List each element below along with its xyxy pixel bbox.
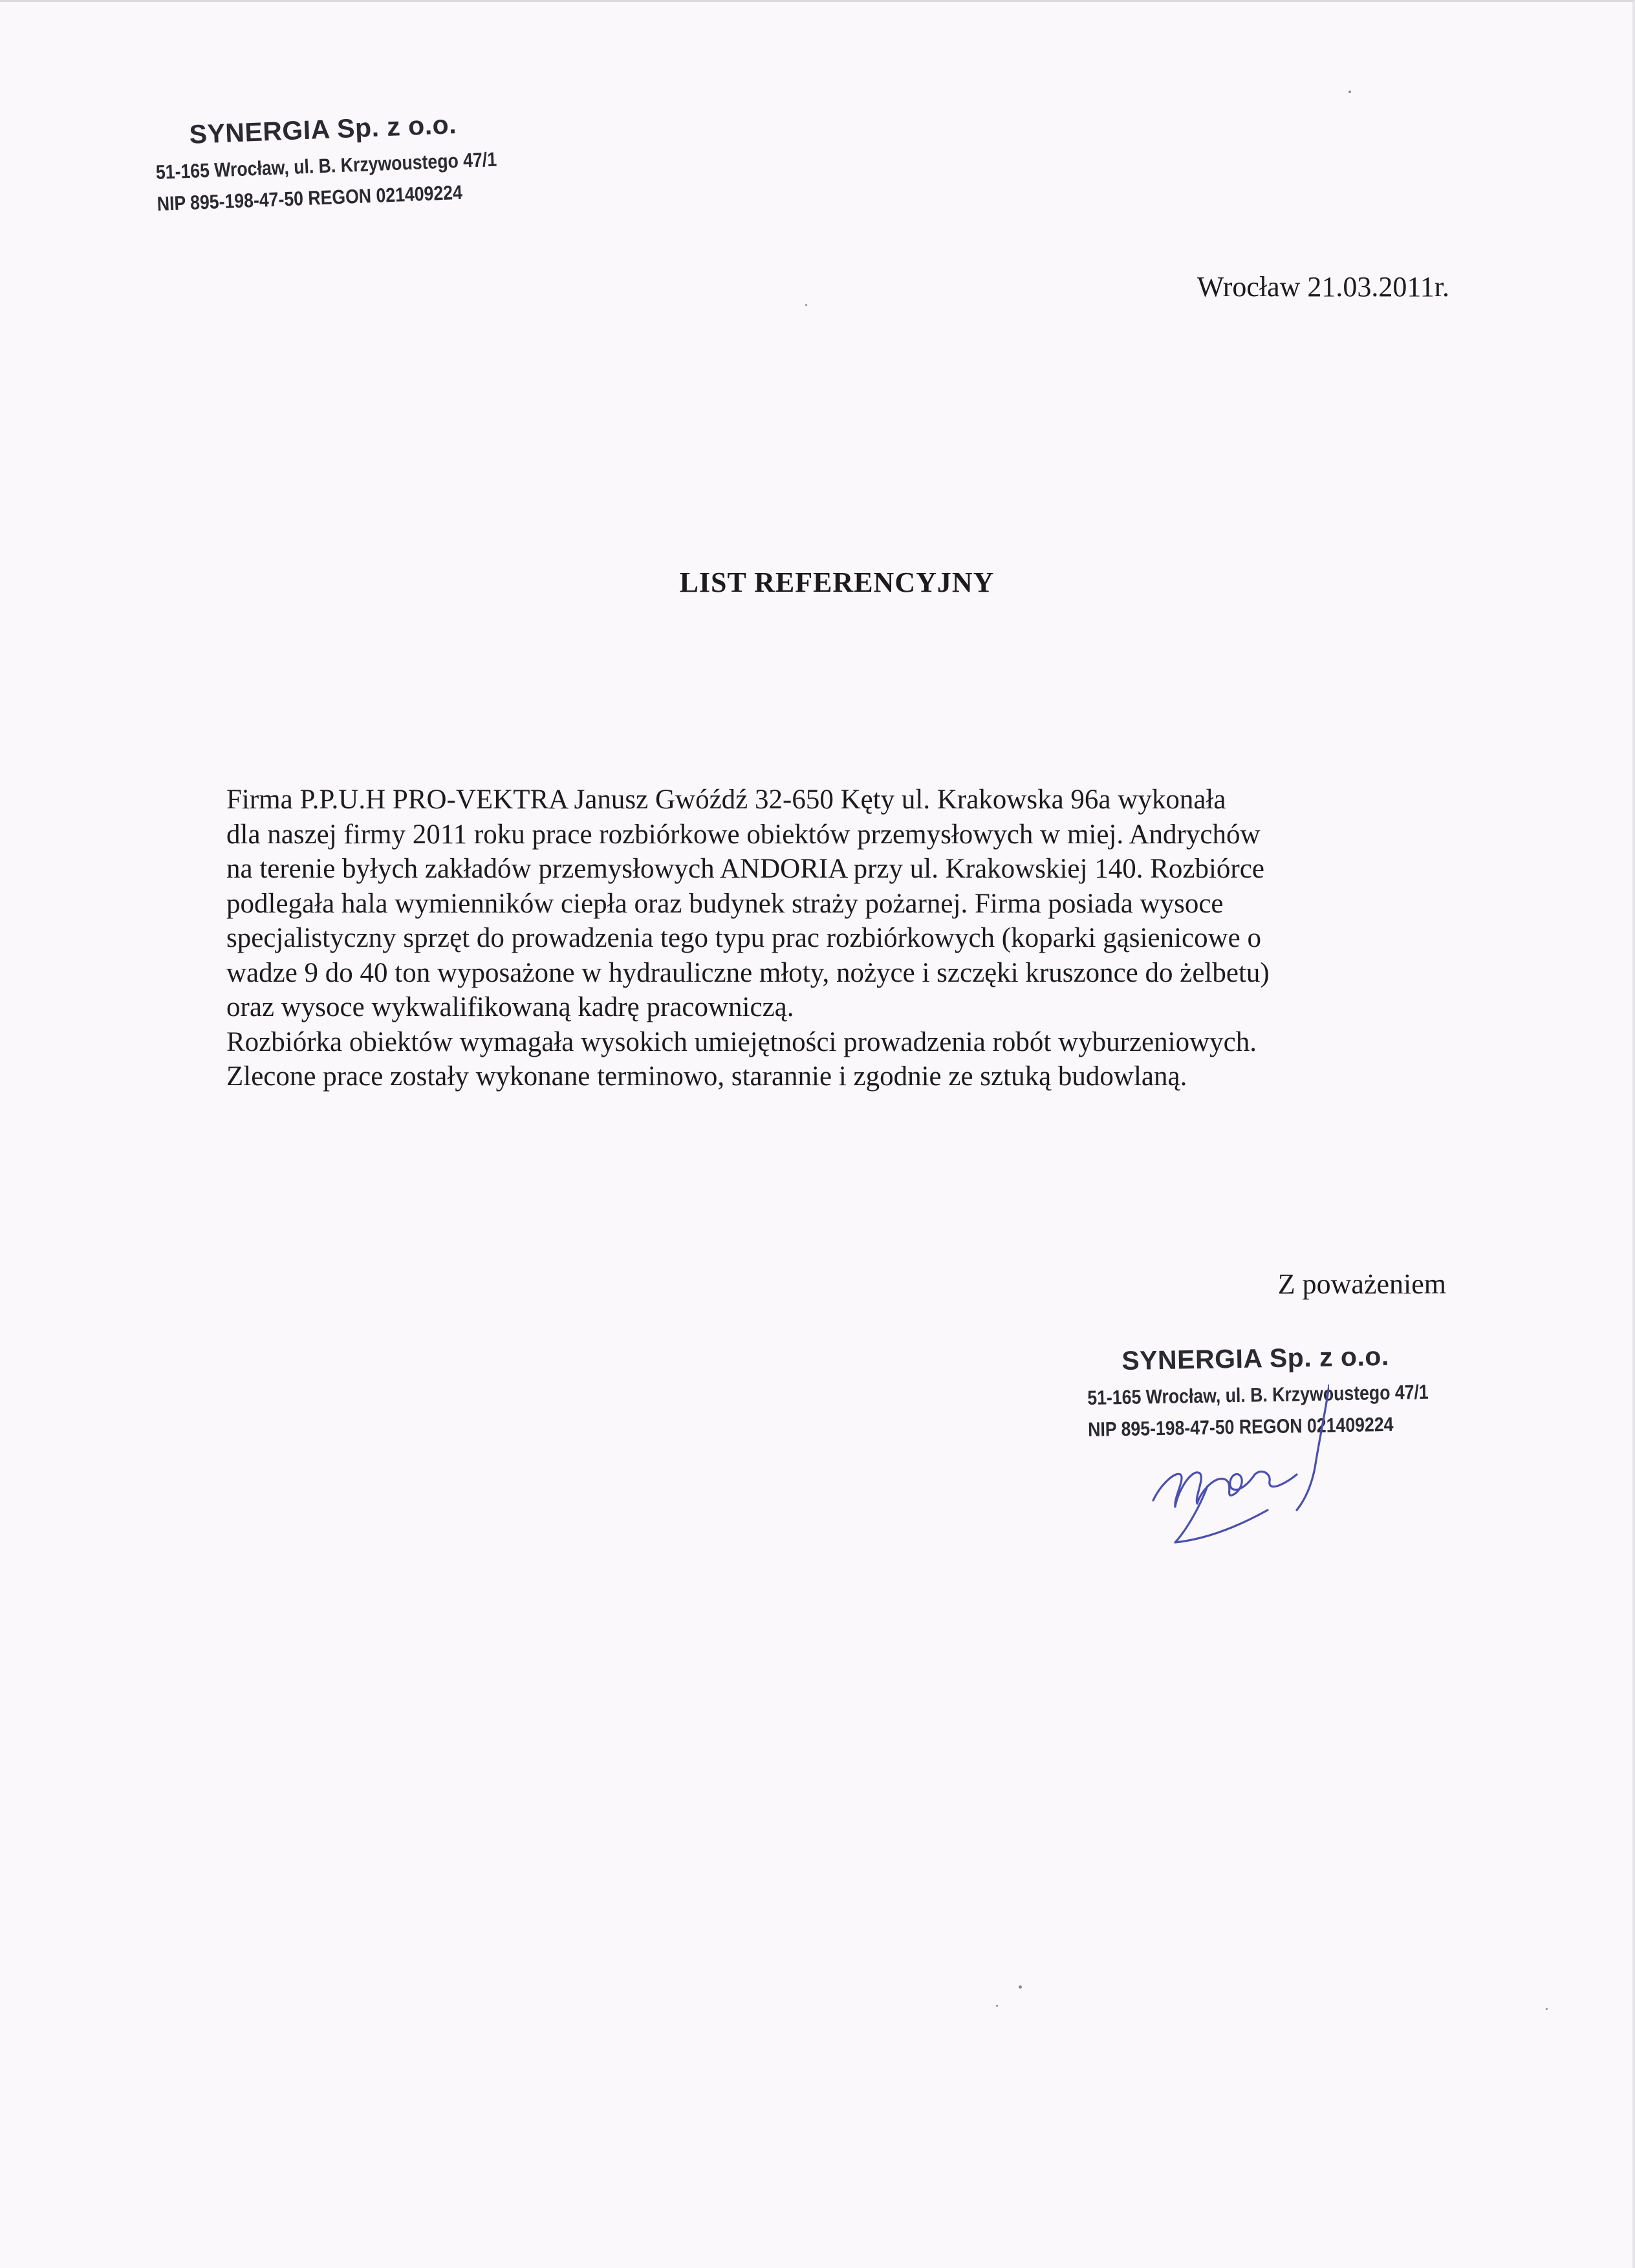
body-line: Rozbiórka obiektów wymagała wysokich umiejętności prowadzenia robót wyburzeniowych. xyxy=(226,1026,1257,1057)
scan-speck xyxy=(1019,1985,1022,1989)
body-line: podlegała hala wymienników ciepła oraz budynek straży pożarnej. Firma posiada wysoce xyxy=(226,888,1224,919)
signature-stamp-company-name: SYNERGIA Sp. z o.o. xyxy=(1121,1341,1390,1376)
scan-speck xyxy=(1348,91,1351,93)
letterhead-stamp xyxy=(154,107,554,213)
scan-speck xyxy=(805,304,807,306)
body-line: Firma P.P.U.H PRO-VEKTRA Janusz Gwóźdź 32-650 Kęty ul. Krakowska 96a wykonała xyxy=(226,784,1226,815)
letterhead-address: 51-165 Wrocław, ul. B. Krzywoustego 47/1 xyxy=(155,147,497,184)
signature-stroke xyxy=(1175,1486,1268,1542)
date-line: Wrocław 21.03.2011r. xyxy=(1196,271,1449,303)
body-line: na terenie byłych zakładów przemysłowych ANDORIA przy ul. Krakowskiej 140. Rozbiórce xyxy=(226,854,1264,884)
signature-stroke xyxy=(1297,1385,1329,1510)
signature-stamp-address: 51-165 Wrocław, ul. B. Krzywoustego 47/1 xyxy=(1087,1380,1429,1409)
scan-speck xyxy=(996,2005,998,2007)
body-line: oraz wysoce wykwalifikowaną kadrę pracowniczą. xyxy=(226,992,794,1022)
closing-salutation: Z poważeniem xyxy=(1277,1268,1446,1300)
letter-title: LIST REFERENCYJNY xyxy=(679,567,995,598)
body-line: Zlecone prace zostały wykonane terminowo, starannie i zgodnie ze sztuką budowlaną. xyxy=(226,1061,1187,1092)
letter-body xyxy=(226,783,1429,1094)
body-line: specjalistyczny sprzęt do prowadzenia tego typu prac rozbiórkowych (koparki gąsienicowe o xyxy=(226,923,1261,953)
letterhead-company-name: SYNERGIA Sp. z o.o. xyxy=(188,109,457,149)
body-line: dla naszej firmy 2011 roku prace rozbiórkowe obiektów przemysłowych w miej. Andrychów xyxy=(226,819,1261,850)
body-line: wadze 9 do 40 ton wyposażone w hydrauliczne młoty, nożyce i szczęki kruszonce do żelbetu) xyxy=(226,957,1270,988)
handwritten-signature xyxy=(1135,1377,1329,1571)
signature-stroke xyxy=(1153,1471,1297,1507)
letterhead-ids: NIP 895-198-47-50 REGON 021409224 xyxy=(157,180,463,215)
signature-stamp-ids: NIP 895-198-47-50 REGON 021409224 xyxy=(1087,1412,1394,1441)
scan-speck xyxy=(1546,2008,1548,2010)
